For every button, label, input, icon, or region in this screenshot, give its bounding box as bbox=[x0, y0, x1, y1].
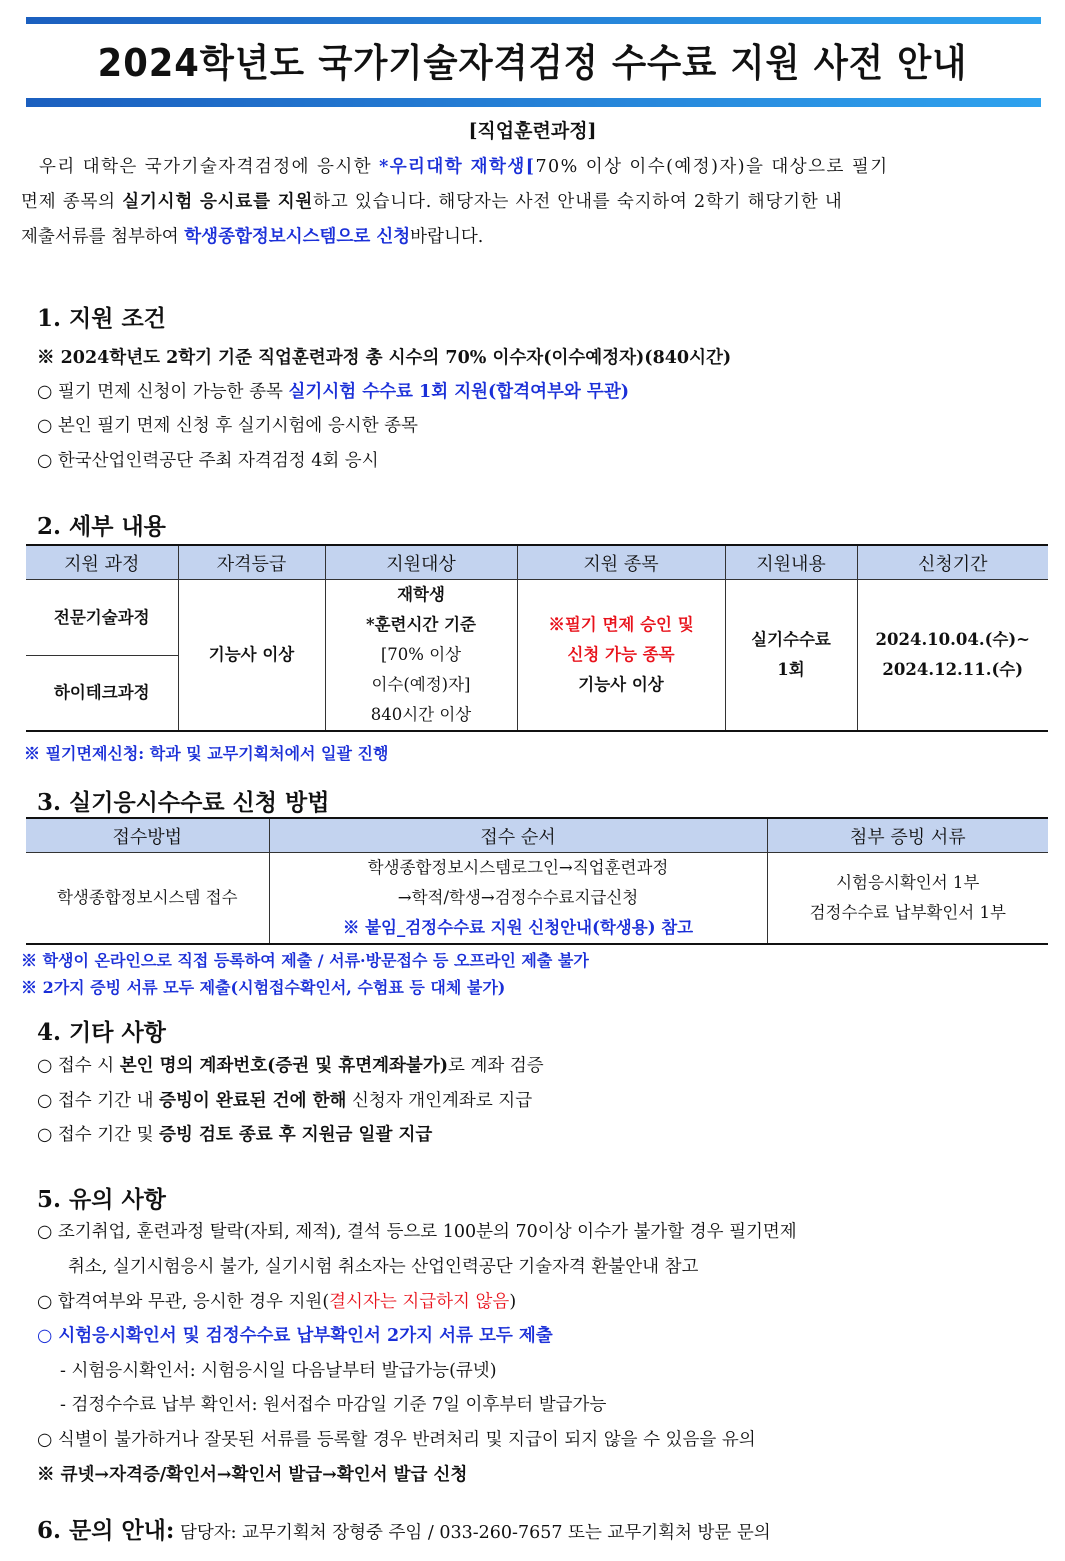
item-line: ※필기 면제 승인 및 bbox=[548, 615, 694, 634]
period-line: 2024.10.04.(수)~ bbox=[875, 630, 1030, 649]
target-line: [70% 이상 bbox=[380, 645, 462, 664]
item-text: 신청자 개인계좌로 지급 bbox=[346, 1091, 533, 1111]
intro-text: 70% 이상 이수(예정)자)을 대상으로 필기 bbox=[535, 157, 889, 177]
item-text: 로 계좌 검증 bbox=[448, 1056, 544, 1076]
table-header: 자격등급 bbox=[178, 545, 325, 580]
table-header: 신청기간 bbox=[857, 545, 1048, 580]
table-header: 지원 과정 bbox=[26, 545, 178, 580]
section-1-item: ※ 2024학년도 2학기 기준 직업훈련과정 총 시수의 70% 이수자(이수예정자)(840시간) bbox=[37, 348, 732, 368]
section-1-heading: 1. 지원 조건 bbox=[37, 305, 166, 332]
item-emphasis: 증빙 검토 종료 후 지원금 일괄 지급 bbox=[159, 1125, 433, 1145]
period-cell bbox=[857, 580, 1048, 732]
item-text: ○ 필기 면제 신청이 가능한 종목 bbox=[37, 382, 289, 402]
target-line: 840시간 이상 bbox=[370, 705, 472, 724]
section-6-contact bbox=[37, 1512, 771, 1545]
table-row bbox=[26, 853, 1048, 945]
section-3-heading: 3. 실기응시수수료 신청 방법 bbox=[37, 789, 330, 816]
section-5-item: 취소, 실기시험응시 불가, 실기시험 취소자는 산업인력공단 기술자격 환불안내 참고 bbox=[68, 1257, 699, 1277]
detail-table bbox=[26, 544, 1048, 732]
contact-text: 담당자: 교무기획처 장형중 주임 / 033-260-7657 또는 교무기획처 방문 문의 bbox=[174, 1523, 771, 1543]
doc-line: 검정수수료 납부확인서 1부 bbox=[809, 903, 1006, 922]
order-line: 학생종합정보시스템로그인→직업훈련과정 bbox=[367, 858, 669, 877]
table-header: 지원내용 bbox=[725, 545, 857, 580]
section-5-item: - 시험응시확인서: 시험응시일 다음날부터 발급가능(큐넷) bbox=[60, 1361, 497, 1381]
section-5-item: ○ 식별이 불가하거나 잘못된 서류를 등록할 경우 반려처리 및 지급이 되지 않을 수 있음을 유의 bbox=[37, 1430, 756, 1450]
item-text: ○ 접수 기간 내 bbox=[37, 1091, 160, 1111]
section-1-item: ○ 한국산업인력공단 주최 자격검정 4회 응시 bbox=[37, 451, 379, 471]
item-text: ○ 접수 시 bbox=[37, 1056, 120, 1076]
course-cell: 전문기술과정 bbox=[26, 580, 178, 656]
subtitle: [직업훈련과정] bbox=[468, 120, 597, 142]
item-text: ○ 접수 기간 및 bbox=[37, 1125, 160, 1145]
order-line: →학적/학생→검정수수료지급신청 bbox=[397, 888, 639, 907]
item-text: ) bbox=[509, 1292, 517, 1312]
section-3-note: ※ 학생이 온라인으로 직접 등록하여 제출 / 서류·방문접수 등 오프라인 제출 불가 bbox=[21, 951, 589, 970]
section-5-item: - 검정수수료 납부 확인서: 원서접수 마감일 기준 7일 이후부터 발급가능 bbox=[60, 1395, 607, 1415]
method-cell: 학생종합정보시스템 접수 bbox=[26, 853, 269, 945]
content-line: 1회 bbox=[777, 660, 805, 679]
section-5-item: ○ 시험응시확인서 및 검정수수료 납부확인서 2가지 서류 모두 제출 bbox=[37, 1326, 553, 1346]
page-title: 2024학년도 국가기술자격검정 수수료 지원 사전 안내 bbox=[97, 41, 968, 85]
order-cell bbox=[269, 853, 767, 945]
section-4-item bbox=[37, 1121, 432, 1146]
section-6-heading: 6. 문의 안내: bbox=[37, 1517, 175, 1544]
item-emphasis: 증빙이 완료된 건에 한해 bbox=[159, 1091, 347, 1111]
item-line: 신청 가능 종목 bbox=[567, 645, 675, 664]
intro-text: 면제 종목의 bbox=[21, 192, 123, 212]
section-1-item: ○ 본인 필기 면제 신청 후 실기시험에 응시한 종목 bbox=[37, 416, 418, 436]
intro-text: 바랍니다. bbox=[410, 227, 484, 247]
section-1-item bbox=[37, 378, 629, 403]
method-table bbox=[26, 817, 1048, 945]
table-header: 지원대상 bbox=[325, 545, 517, 580]
item-cell bbox=[517, 580, 725, 732]
target-line: 이수(예정)자] bbox=[371, 675, 471, 694]
table-header: 접수 순서 bbox=[269, 818, 767, 853]
table-header-row bbox=[26, 818, 1048, 853]
intro-highlight: 학생종합정보시스템으로 신청 bbox=[184, 227, 411, 247]
item-text: ○ 합격여부와 무관, 응시한 경우 지원( bbox=[37, 1292, 330, 1312]
table-row bbox=[26, 580, 1048, 656]
item-warning: 결시자는 지급하지 않음 bbox=[329, 1292, 510, 1312]
section-4-heading: 4. 기타 사항 bbox=[37, 1019, 166, 1046]
section-5-item: ○ 조기취업, 훈련과정 탈락(자퇴, 제적), 결석 등으로 100분의 70이상 이수가 불가할 경우 필기면제 bbox=[37, 1222, 797, 1242]
section-5-heading: 5. 유의 사항 bbox=[37, 1186, 166, 1213]
section-5-item: ※ 큐넷→자격증/확인서→확인서 발급→확인서 발급 신청 bbox=[37, 1465, 468, 1485]
section-4-item bbox=[37, 1052, 544, 1077]
intro-text: 우리 대학은 국가기술자격검정에 응시한 bbox=[39, 157, 380, 177]
title-bottom-bar bbox=[26, 98, 1041, 107]
grade-cell: 기능사 이상 bbox=[178, 580, 325, 732]
content-line: 실기수수료 bbox=[751, 630, 831, 649]
item-line: 기능사 이상 bbox=[578, 675, 664, 694]
target-line: 재학생 bbox=[397, 585, 445, 604]
course-cell: 하이테크과정 bbox=[26, 656, 178, 731]
table-header: 접수방법 bbox=[26, 818, 269, 853]
item-emphasis: 본인 명의 계좌번호(증권 및 휴면계좌불가) bbox=[119, 1056, 449, 1076]
section-4-item bbox=[37, 1087, 532, 1112]
section-2-note: ※ 필기면제신청: 학과 및 교무기획처에서 일괄 진행 bbox=[24, 744, 389, 763]
order-note: ※ 붙임_검정수수료 지원 신청안내(학생용) 참고 bbox=[342, 918, 694, 937]
section-3-note: ※ 2가지 증빙 서류 모두 제출(시험접수확인서, 수험표 등 대체 불가) bbox=[21, 978, 506, 997]
intro-emphasis: 실기시험 응시료를 지원 bbox=[122, 192, 314, 212]
title-top-bar bbox=[26, 17, 1041, 24]
section-2-heading: 2. 세부 내용 bbox=[37, 513, 166, 540]
intro-text: 하고 있습니다. 해당자는 사전 안내를 숙지하여 2학기 해당기한 내 bbox=[313, 192, 843, 212]
content-cell bbox=[725, 580, 857, 732]
intro-text: 제출서류를 첨부하여 bbox=[21, 227, 185, 247]
table-header: 첨부 증빙 서류 bbox=[767, 818, 1048, 853]
table-header: 지원 종목 bbox=[517, 545, 725, 580]
docs-cell bbox=[767, 853, 1048, 945]
intro-paragraph bbox=[21, 150, 1053, 255]
target-line: *훈련시간 기준 bbox=[365, 615, 476, 634]
item-highlight: 실기시험 수수료 1회 지원(합격여부와 무관) bbox=[288, 382, 630, 402]
target-cell bbox=[325, 580, 517, 732]
section-5-item bbox=[37, 1288, 516, 1313]
period-line: 2024.12.11.(수) bbox=[882, 660, 1024, 679]
doc-line: 시험응시확인서 1부 bbox=[836, 873, 980, 892]
intro-highlight: *우리대학 재학생[ bbox=[379, 157, 536, 177]
table-header-row bbox=[26, 545, 1048, 580]
